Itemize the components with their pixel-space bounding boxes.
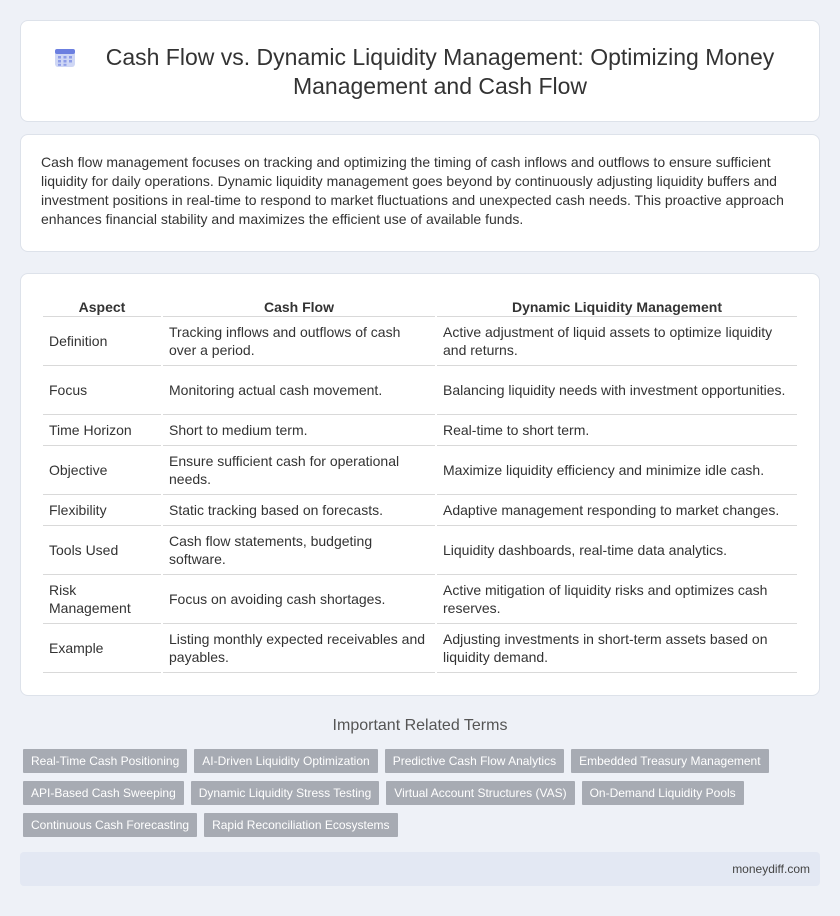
related-term-tag[interactable]: Rapid Reconciliation Ecosystems: [204, 813, 397, 837]
row-cash-flow: Tracking inflows and outflows of cash over a period.: [163, 317, 435, 366]
row-aspect: Tools Used: [43, 526, 161, 575]
intro-card: [20, 134, 820, 252]
header-dynamic-liquidity: Dynamic Liquidity Management: [437, 296, 797, 317]
related-term-tag[interactable]: Real-Time Cash Positioning: [23, 749, 187, 773]
row-cash-flow: Listing monthly expected receivables and payables.: [163, 624, 435, 673]
page-title: Cash Flow vs. Dynamic Liquidity Management: Optimizing Money Management and Cash Flow: [105, 44, 775, 99]
row-cash-flow: Static tracking based on forecasts.: [163, 495, 435, 526]
table-row: [43, 526, 797, 575]
row-aspect: Focus: [43, 366, 161, 415]
row-dynamic-liquidity: Maximize liquidity efficiency and minimize idle cash.: [437, 446, 797, 495]
row-dynamic-liquidity: Liquidity dashboards, real-time data analytics.: [437, 526, 797, 575]
table-row: [43, 624, 797, 673]
row-aspect: Definition: [43, 317, 161, 366]
related-term-tag[interactable]: On-Demand Liquidity Pools: [582, 781, 744, 805]
related-term-tag[interactable]: Dynamic Liquidity Stress Testing: [191, 781, 380, 805]
header-aspect: Aspect: [43, 296, 161, 317]
comparison-table: [41, 296, 799, 673]
row-aspect: Risk Management: [43, 575, 161, 624]
row-cash-flow: Short to medium term.: [163, 415, 435, 446]
row-dynamic-liquidity: Real-time to short term.: [437, 415, 797, 446]
row-aspect: Example: [43, 624, 161, 673]
row-aspect: Objective: [43, 446, 161, 495]
related-terms-tags: [23, 749, 783, 845]
table-row: [43, 415, 797, 446]
header-cash-flow: Cash Flow: [163, 296, 435, 317]
comparison-table-card: [20, 273, 820, 696]
footer-site-link[interactable]: moneydiff.com: [732, 862, 810, 876]
table-row: [43, 317, 797, 366]
related-term-tag[interactable]: Predictive Cash Flow Analytics: [385, 749, 564, 773]
row-cash-flow: Ensure sufficient cash for operational needs.: [163, 446, 435, 495]
title-card: [20, 20, 820, 122]
row-dynamic-liquidity: Active adjustment of liquid assets to optimize liquidity and returns.: [437, 317, 797, 366]
table-row: [43, 495, 797, 526]
related-term-tag[interactable]: Embedded Treasury Management: [571, 749, 768, 773]
row-dynamic-liquidity: Balancing liquidity needs with investment opportunities.: [437, 366, 797, 415]
table-row: [43, 366, 797, 415]
row-cash-flow: Cash flow statements, budgeting software.: [163, 526, 435, 575]
row-dynamic-liquidity: Adjusting investments in short-term assets based on liquidity demand.: [437, 624, 797, 673]
related-term-tag[interactable]: API-Based Cash Sweeping: [23, 781, 184, 805]
related-term-tag[interactable]: Virtual Account Structures (VAS): [386, 781, 574, 805]
related-term-tag[interactable]: Continuous Cash Forecasting: [23, 813, 197, 837]
row-cash-flow: Focus on avoiding cash shortages.: [163, 575, 435, 624]
row-dynamic-liquidity: Active mitigation of liquidity risks and optimizes cash reserves.: [437, 575, 797, 624]
footer: [20, 852, 820, 886]
row-aspect: Flexibility: [43, 495, 161, 526]
table-row: [43, 575, 797, 624]
related-terms-title: Important Related Terms: [332, 717, 508, 734]
row-cash-flow: Monitoring actual cash movement.: [163, 366, 435, 415]
intro-paragraph: Cash flow management focuses on tracking and optimizing the timing of cash inflows and outflows to ensure sufficient liquidity for daily operations. Dynamic liquidity management goes beyond by continuously adjusting liquidity buffers and investment positions in real-time to respond to market fluctuations and unexpected cash needs. This proactive approach enhances financial stability and maximizes the efficient use of available funds.: [41, 154, 784, 227]
table-row: [43, 446, 797, 495]
related-term-tag[interactable]: AI-Driven Liquidity Optimization: [194, 749, 377, 773]
row-dynamic-liquidity: Adaptive management responding to market changes.: [437, 495, 797, 526]
row-aspect: Time Horizon: [43, 415, 161, 446]
